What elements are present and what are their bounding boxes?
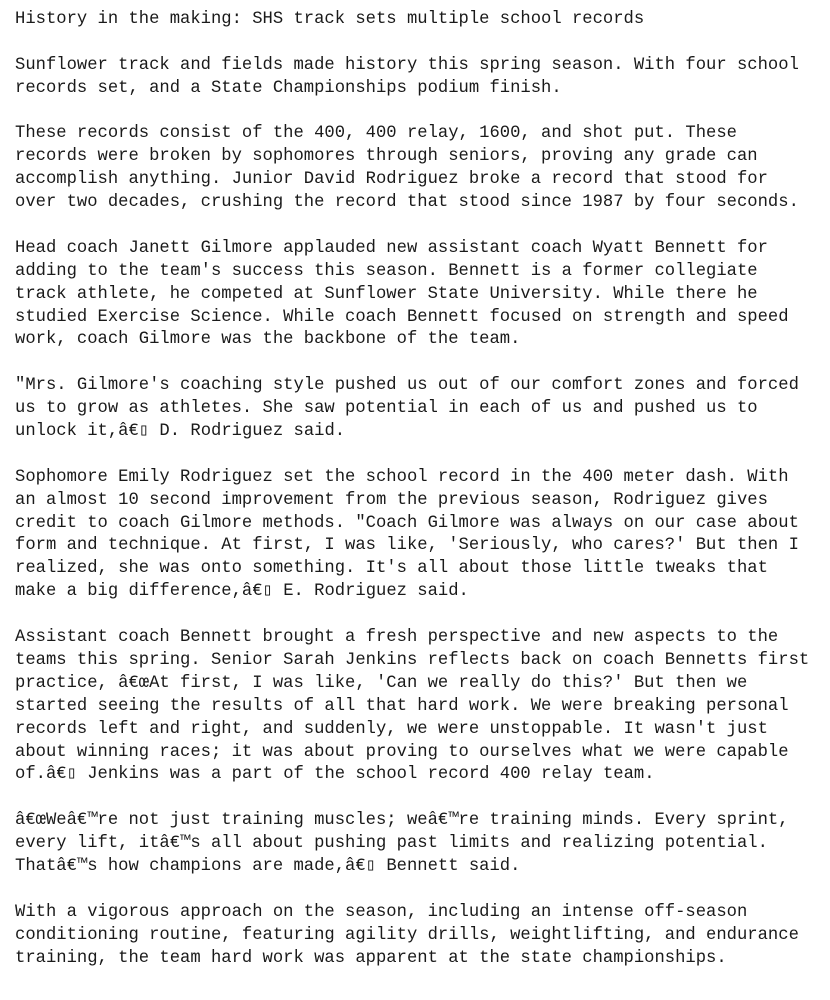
paragraph-gap: [15, 444, 830, 467]
text-line: an almost 10 second improvement from the previous season, Rodriguez gives: [15, 490, 768, 510]
paragraph-4: [15, 375, 830, 444]
paragraph-gap: [15, 101, 830, 124]
text-line: With a vigorous approach on the season, including an intense off-season: [15, 902, 748, 922]
text-line: Assistant coach Bennett brought a fresh perspective and new aspects to the: [15, 628, 779, 648]
paragraph-8: [15, 902, 830, 971]
text-line: about winning races; it was about proving to ourselves what we were capable: [15, 742, 789, 762]
text-line: These records consist of the 400, 400 relay, 1600, and shot put. These: [15, 124, 737, 144]
text-line: credit to coach Gilmore methods. "Coach Gilmore was always on our case about: [15, 513, 799, 533]
paragraph-gap: [15, 604, 830, 627]
text-line: unlock it,â€▯ D. Rodriguez said.: [15, 422, 346, 442]
text-line: of.â€▯ Jenkins was a part of the school record 400 relay team.: [15, 765, 655, 785]
text-line: Thatâ€™s how champions are made,â€▯ Bennett said.: [15, 856, 521, 876]
text-line: â€œWeâ€™re not just training muscles; weâ€™re training minds. Every sprint,: [15, 811, 789, 831]
text-line: form and technique. At first, I was like, 'Seriously, who cares?' But then I: [15, 536, 799, 556]
text-line: practice, â€œAt first, I was like, 'Can we really do this?' But then we: [15, 673, 748, 693]
paragraph-5: [15, 467, 830, 604]
text-line: records left and right, and suddenly, we were unstoppable. It wasn't just: [15, 719, 768, 739]
text-line: over two decades, crushing the record that stood since 1987 by four seconds.: [15, 193, 799, 213]
paragraph-gap: [15, 879, 830, 902]
text-line: realized, she was onto something. It's all about those little tweaks that: [15, 559, 768, 579]
text-line: teams this spring. Senior Sarah Jenkins reflects back on coach Bennetts first: [15, 650, 810, 670]
text-line: conditioning routine, featuring agility drills, weightlifting, and endurance: [15, 925, 799, 945]
text-line: started seeing the results of all that hard work. We were breaking personal: [15, 696, 789, 716]
text-line: Head coach Janett Gilmore applauded new assistant coach Wyatt Bennett for: [15, 238, 768, 258]
text-line: track athlete, he competed at Sunflower State University. While there he: [15, 284, 758, 304]
text-line: accomplish anything. Junior David Rodriguez broke a record that stood for: [15, 170, 768, 190]
paragraph-3: [15, 238, 830, 352]
paragraph-gap: [15, 215, 830, 238]
text-line: adding to the team's success this season. Bennett is a former collegiate: [15, 261, 758, 281]
text-line: Sophomore Emily Rodriguez set the school record in the 400 meter dash. With: [15, 467, 789, 487]
text-line: records were broken by sophomores through seniors, proving any grade can: [15, 147, 758, 167]
text-line: work, coach Gilmore was the backbone of the team.: [15, 330, 521, 350]
text-line: make a big difference,â€▯ E. Rodriguez said.: [15, 582, 469, 602]
text-line: every lift, itâ€™s all about pushing past limits and realizing potential.: [15, 834, 768, 854]
paragraph-2: [15, 123, 830, 215]
text-line: us to grow as athletes. She saw potential in each of us and pushed us to: [15, 399, 758, 419]
text-line: training, the team hard work was apparent at the state championships.: [15, 948, 727, 968]
paragraph-gap: [15, 352, 830, 375]
text-line: Sunflower track and fields made history this spring season. With four school: [15, 55, 799, 75]
text-line: studied Exercise Science. While coach Bennett focused on strength and speed: [15, 307, 789, 327]
paragraph-gap: [15, 787, 830, 810]
paragraph-6: [15, 627, 830, 787]
paragraph-7: [15, 810, 830, 879]
paragraph-1: [15, 55, 830, 101]
article-title: History in the making: SHS track sets multiple school records: [15, 10, 645, 29]
paragraph-gap: [15, 32, 830, 55]
text-line: records set, and a State Championships podium finish.: [15, 78, 562, 98]
text-line: "Mrs. Gilmore's coaching style pushed us out of our comfort zones and forced: [15, 376, 799, 396]
